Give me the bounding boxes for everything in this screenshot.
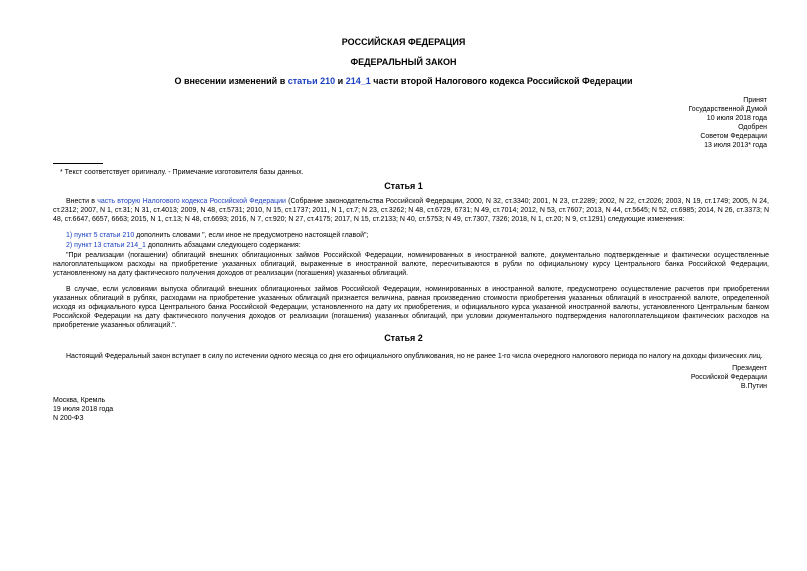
adoption-line-4: Одобрен [738, 124, 767, 131]
item-1-text: дополнить словами ", если иное не предусмотрено настоящей главой"; [134, 232, 369, 239]
footnote-divider [53, 163, 103, 164]
subject-suffix: части второй Налогового кодекса Российской Федерации [370, 76, 633, 86]
adoption-line-1: Принят [743, 97, 767, 104]
adoption-line-3: 10 июля 2018 года [706, 115, 767, 122]
article-214-1-link[interactable]: 214_1 [345, 76, 371, 86]
footnote-text: * Текст соответствует оригиналу. - Примечание изготовителя базы данных. [60, 169, 304, 176]
place-line: Москва, Кремль [53, 397, 106, 404]
signature-line-1: Президент [732, 365, 767, 372]
article-1-item-2 [53, 241, 769, 250]
subject-prefix: О внесении изменений в [174, 76, 288, 86]
place-date-block [53, 396, 113, 423]
quote-paragraph-1: "При реализации (погашении) облигаций внешних облигационных займов Российской Федерации, номинированных в иностранной валюте, документально подтвержденные и фактически осуществленные налогоплательщиком расходы на приобретение указанных облигаций, выраженные в иностранной валюте, пересчитываются в рубли по официальному курсу Центрального банка Российской Федерации, установленному на дату фактического получения доходов от реализации (погашения) указанных облигаций. [53, 252, 769, 277]
intro-body: (Собрание законодательства Российской Федерации, 2000, N 32, ст.3340; 2001, N 23, ст.2289; 2002, N 22, ст.2026; 2003, N 19, ст.1749; 2005, N 24, ст.2312; 2007, N 1, ст.31; N 31, ст.4013; 2009, N 48, ст.5731; 2010, N 15, ст.1737; 2011, N 1, ст.7; N 23, ст.3262; N 48, ст.6729, 6731; N 49, ст.7014; 2012, N 53, ст.7607; 2013, N 44, ст.5645; N 52, ст.6985; 2014, N 26, ст.3373; N 48, ст.6647, 6657, 6663; 2015, N 1, ст.13; N 48, ст.6693; 2016, N 7, ст.920; N 27, ст.4175; 2017, N 15, ст.2133; N 40, ст.5753; N 49, ст.7307, 7326; 2018, N 1, ст.20; N 9, ст.1291) следующие изменения: [53, 198, 769, 223]
law-number-line: N 200-ФЗ [53, 415, 84, 422]
adoption-line-5: Советом Федерации [700, 133, 767, 140]
intro-prefix: Внести в [66, 198, 98, 205]
article-1-title: Статья 1 [384, 181, 423, 191]
signature-line-3: В.Путин [740, 383, 767, 390]
article-2-text: Настоящий Федеральный закон вступает в силу по истечении одного месяца со дня его официального опубликования, но не ранее 1-го числа очередного налогового периода по налогу на доходы физических лиц. [66, 353, 763, 360]
quote-paragraph-2: В случае, если условиями выпуска облигаций внешних облигационных займов Российской Федерации, номинированных в иностранной валюте, предусмотрено осуществление расчетов при приобретении указанных облигаций в рублях, расходами на приобретение указанных облигаций признается величина, равная произведению стоимости приобретения указанных облигаций в иностранной валюте, определенной исходя из официального курса Центрального банка Российской Федерации, установленного на дату их приобретения, и официального курса указанной иностранной валюты, установленного Центральным банком Российской Федерации на дату фактического получения доходов от реализации (погашения) указанных облигаций, при условии документального подтверждения налогоплательщиком фактических расходов на приобретение указанных облигаций.". [53, 286, 769, 329]
item-2-link[interactable]: 2) пункт 13 статьи 214_1 [66, 242, 146, 249]
signature-line-2: Российской Федерации [690, 374, 767, 381]
date-line: 19 июля 2018 года [53, 406, 114, 413]
item-1-link[interactable]: 1) пункт 5 статьи 210 [66, 232, 135, 239]
adoption-block [688, 96, 767, 150]
federation-heading: РОССИЙСКАЯ ФЕДЕРАЦИЯ [341, 37, 466, 47]
adoption-line-2: Государственной Думой [688, 106, 767, 113]
article-2-title: Статья 2 [384, 333, 423, 343]
adoption-line-6: 13 июля 2013* года [704, 142, 767, 149]
signature-block [691, 364, 767, 391]
law-subject-heading [40, 76, 767, 87]
article-1-intro [53, 197, 769, 224]
law-type-heading: ФЕДЕРАЛЬНЫЙ ЗАКОН [350, 57, 457, 67]
subject-mid: и [335, 76, 346, 86]
article-210-link[interactable]: статьи 210 [287, 76, 336, 86]
article-1-item-1 [53, 231, 769, 240]
item-2-text: дополнить абзацами следующего содержания: [145, 242, 301, 249]
tax-code-part-two-link[interactable]: часть вторую Налогового кодекса Российской Федерации [97, 198, 286, 205]
